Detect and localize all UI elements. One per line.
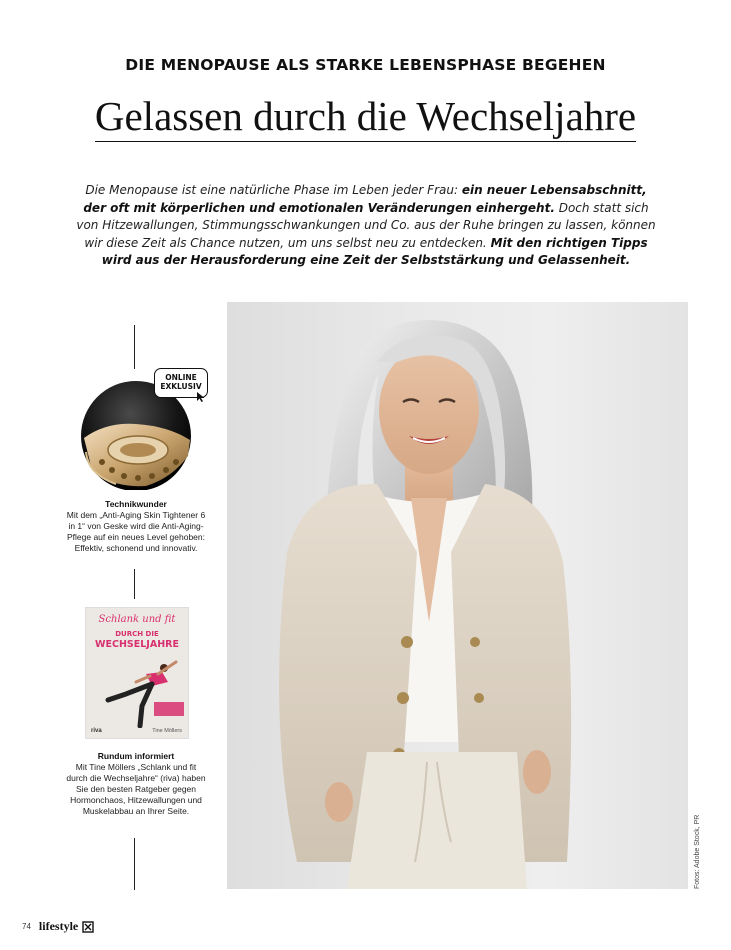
badge-line-1: ONLINE	[165, 373, 197, 382]
book-cover-image	[86, 608, 188, 738]
divider-line-middle	[134, 569, 135, 599]
magazine-brand: lifestyle	[38, 919, 79, 933]
caption-text: Mit Tine Möllers „Schlank und fit durch die Wechseljahre“ (riva) haben Sie den besten Ratgeber gegen Hormonchaos, Hitzewallungen und Muskelabbau an Ihrer Seite.	[66, 762, 206, 816]
book-publisher: riva	[91, 728, 102, 734]
book-subtitle-line-1: DURCH DIE	[115, 630, 159, 638]
page-footer	[22, 919, 94, 934]
brand-logo-icon	[82, 921, 94, 933]
page-title	[0, 92, 731, 140]
exercising-woman-figure	[86, 652, 188, 728]
book-subtitle-line-2: WECHSELJAHRE	[95, 639, 179, 650]
caption-title: Rundum informiert	[97, 751, 175, 761]
page-title-text: Gelassen durch die Wechseljahre	[95, 93, 636, 142]
lead-part-3: Doch statt sich von Hitzewallungen, Stimmungsschwankungen und Co. aus der Ruhe bringen zu lassen, können wir diese Zeit als Chance nutzen, um uns selbst neu zu entdecken.	[76, 200, 656, 250]
divider-line-top	[134, 325, 135, 369]
caption-title: Technikwunder	[105, 499, 167, 509]
lead-paragraph	[72, 182, 660, 270]
book-title: Schlank und fit	[98, 614, 176, 625]
lead-part-4: Mit den richtigen Tipps wird aus der Herausforderung eine Zeit der Selbststärkung und Gelassenheit.	[101, 235, 648, 267]
caption-technikwunder	[66, 499, 206, 554]
lead-part-2: ein neuer Lebensabschnitt, der oft mit körperlichen und emotionalen Veränderungen einhergeht.	[83, 183, 647, 215]
caption-text: Mit dem „Anti-Aging Skin Tightener 6 in 1“ von Geske wird die Anti-Aging-Pflege auf ein neues Level gehoben: Effektiv, schonend und innovativ.	[66, 510, 206, 553]
kicker-heading: DIE MENOPAUSE ALS STARKE LEBENSPHASE BEGEHEN	[125, 56, 606, 74]
lead-part-1: Die Menopause ist eine natürliche Phase im Leben jeder Frau:	[85, 183, 462, 197]
divider-line-bottom	[134, 838, 135, 890]
book-author: Tine Möllers	[152, 728, 182, 734]
page-number: 74	[22, 922, 31, 931]
photo-credit: Fotos: Adobe Stock, PR	[694, 814, 701, 889]
cursor-icon	[196, 391, 208, 403]
main-photo	[227, 302, 688, 889]
caption-rundum-informiert	[66, 751, 206, 817]
woman-portrait-illustration	[227, 302, 688, 889]
badge-line-2: EXKLUSIV	[160, 382, 202, 391]
